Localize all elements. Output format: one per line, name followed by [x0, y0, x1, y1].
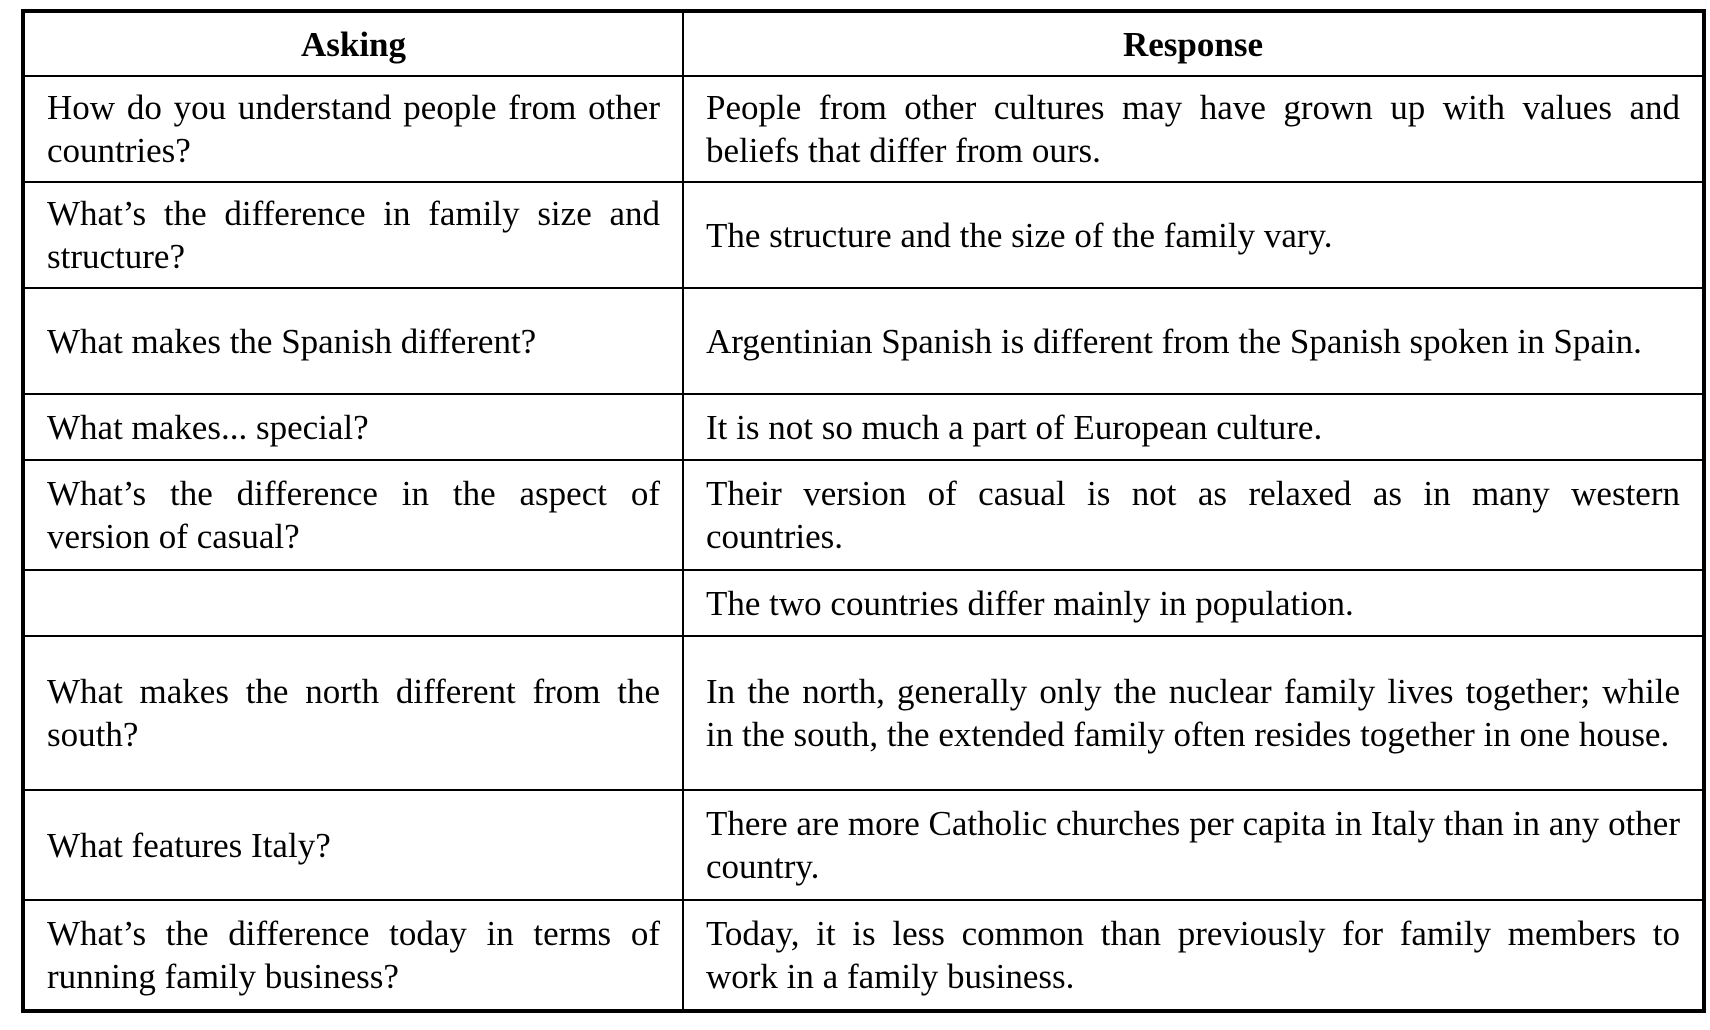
table-row	[23, 76, 1704, 182]
table-row	[23, 570, 1704, 636]
asking-cell: How do you understand people from other countries?	[23, 76, 683, 182]
table-row	[23, 394, 1704, 460]
response-cell: In the north, generally only the nuclear family lives together; while in the south, the extended family often resides together in one house.	[683, 636, 1704, 790]
table-row	[23, 900, 1704, 1011]
table-row	[23, 182, 1704, 288]
asking-cell: What’s the difference in family size and structure?	[23, 182, 683, 288]
column-header-asking: Asking	[23, 11, 683, 76]
asking-cell: What makes the north different from the south?	[23, 636, 683, 790]
asking-response-table-wrapper	[21, 9, 1702, 1013]
table-row	[23, 636, 1704, 790]
asking-cell: What makes the Spanish different?	[23, 288, 683, 394]
asking-cell: What’s the difference in the aspect of version of casual?	[23, 460, 683, 570]
table-row	[23, 288, 1704, 394]
asking-cell-empty	[23, 570, 683, 636]
response-cell: The two countries differ mainly in population.	[683, 570, 1704, 636]
response-cell: People from other cultures may have grown up with values and beliefs that differ from ours.	[683, 76, 1704, 182]
response-cell: The structure and the size of the family vary.	[683, 182, 1704, 288]
response-cell: Today, it is less common than previously for family members to work in a family business.	[683, 900, 1704, 1011]
table-header-row	[23, 11, 1704, 76]
response-cell: There are more Catholic churches per capita in Italy than in any other country.	[683, 790, 1704, 900]
asking-cell: What features Italy?	[23, 790, 683, 900]
table-row	[23, 790, 1704, 900]
response-cell: Argentinian Spanish is different from the Spanish spoken in Spain.	[683, 288, 1704, 394]
response-cell: Their version of casual is not as relaxed as in many western countries.	[683, 460, 1704, 570]
asking-cell: What makes... special?	[23, 394, 683, 460]
column-header-response: Response	[683, 11, 1704, 76]
asking-response-table	[21, 9, 1706, 1013]
response-cell: It is not so much a part of European culture.	[683, 394, 1704, 460]
table-row	[23, 460, 1704, 570]
asking-cell: What’s the difference today in terms of running family business?	[23, 900, 683, 1011]
